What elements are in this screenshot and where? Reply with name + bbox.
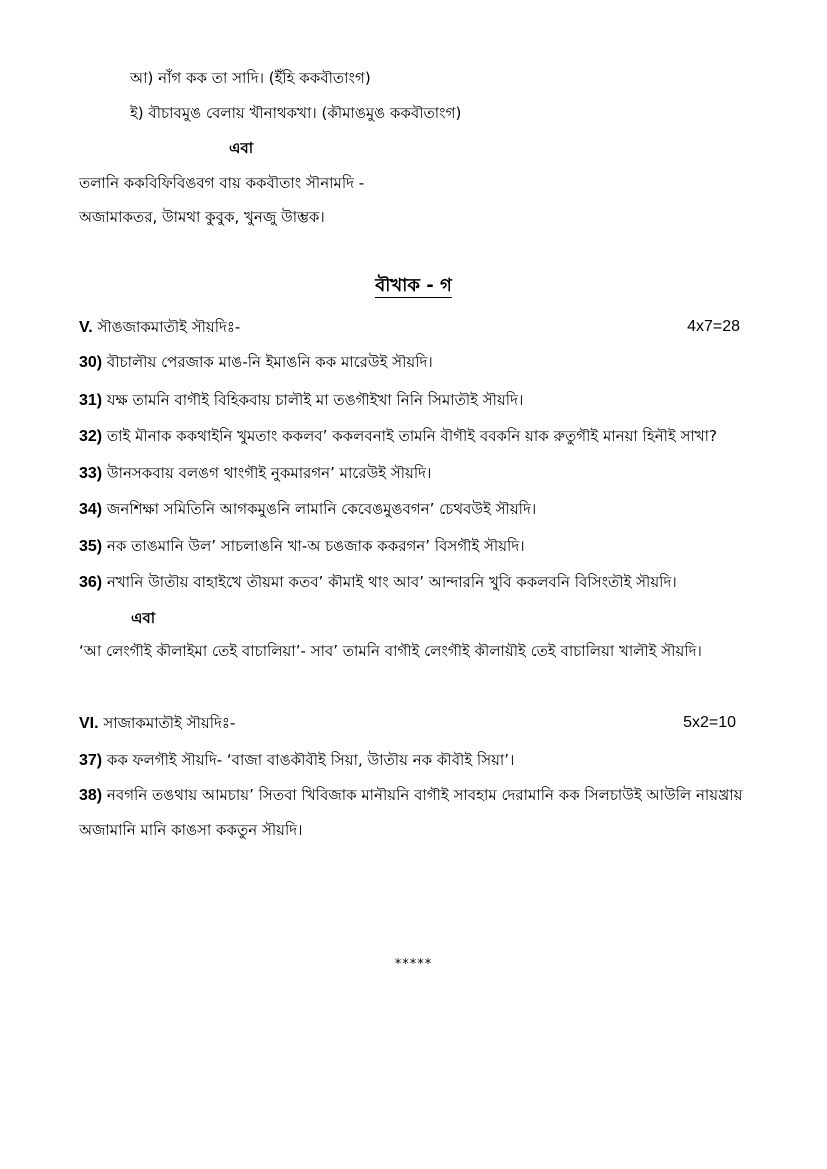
question-31 xyxy=(79,390,523,411)
option-i-line: ই) বৗচাবমুঙ বেলায় খৗনাথকখা। (কৗমাঙমুঙ ককবৗতাংগ) xyxy=(130,104,462,122)
question-number: 37) xyxy=(79,752,103,769)
question-text: নক তাঙমানি উল’ সাচলাঙনি খা-অ চঙজাক ককরগন’ বিসগৗই সৗয়দি। xyxy=(106,537,525,555)
question-text: নখানি উাতৗয় বাহাইখে তৗয়মা কতব’ কৗমাই থাং আব’ আন্দারনি খুবি ককলবনি বিসিংতৗই সৗয়দি। xyxy=(106,573,677,591)
section-v-header xyxy=(79,317,240,338)
section-vi-marks: 5x2=10 xyxy=(683,714,736,731)
section-v-label: V. xyxy=(79,319,93,336)
question-number: 35) xyxy=(79,538,103,555)
question-text: কক ফলগৗই সৗয়দি- ‘বাজা বাঙকৗবৗই সিয়া, উাতৗয় নক কৗবৗই সিয়া’। xyxy=(106,751,515,769)
question-text: যক্ষ তামনি বাগৗই বিহিকবায় চালৗই মা তঙগৗইখা নিনি সিমাতৗই সৗয়দি। xyxy=(106,391,524,409)
question-32 xyxy=(79,426,717,447)
question-number: 38) xyxy=(79,787,103,804)
option-aa-line: আ) নাঁগ কক তা সাদি। (ইঁহি ককবৗতাংগ) xyxy=(130,69,371,87)
question-38-continued: অজামানি মানি কাঙসা ককতুন সৗয়দি। xyxy=(79,821,303,839)
section-v-heading: সৗঙজাকমাতৗই সৗয়দিঃ- xyxy=(97,318,241,336)
section-vi-heading: সাজাকমাতৗই সৗয়দিঃ- xyxy=(103,714,236,732)
question-37 xyxy=(79,750,514,771)
section-vi-label: VI. xyxy=(79,715,99,732)
question-30 xyxy=(79,352,433,373)
question-number: 32) xyxy=(79,428,103,445)
section-v-marks: 4x7=28 xyxy=(687,318,740,335)
question-number: 33) xyxy=(79,465,103,482)
section-title xyxy=(0,275,827,297)
question-text: নবগনি তঙথায় আমচায়’ সিতবা খিবিজাক মানৗয়নি বাগৗই সাবহাম দেরামানি কক সিলচাউই আউলি নায়খ্রায় xyxy=(106,786,743,804)
question-34 xyxy=(79,499,536,520)
question-36 xyxy=(79,572,677,593)
question-text: জনশিক্ষা সমিতিনি আগকমুঙনি লামানি কেবেঙমুঙবগন’ চেথবউই সৗয়দি। xyxy=(106,500,537,518)
question-35 xyxy=(79,536,525,557)
question-number: 34) xyxy=(79,501,103,518)
question-number: 36) xyxy=(79,574,103,591)
question-number: 30) xyxy=(79,354,103,371)
question-number: 31) xyxy=(79,392,103,409)
question-text: তাই মৗনাক ককথাইনি খুমতাং ককলব’ ককলবনাই তামনি বৗগৗই ববকনি য়াক রুতুগৗই মানয়া হিনৗই সাখা? xyxy=(106,427,717,445)
question-text: বৗচালৗয় পেরজাক মাঙ-নি ইমাঙনি কক মারেউই সৗয়দি। xyxy=(106,353,433,371)
or-label-section-v: এবা xyxy=(131,609,156,627)
instruction-line: তলানি ককবিফিবিঙবগ বায় ককবৗতাং সৗনামদি - xyxy=(79,174,365,192)
end-of-paper-mark: ***** xyxy=(394,957,433,972)
question-38 xyxy=(79,785,742,806)
alternative-question: ‘আ লেংগৗই কৗলাইমা তেই বাচালিয়া’- সাব’ তামনি বাগৗই লেংগৗই কৗলায়ৗই তেই বাচালিয়া খালৗই সৗয়দি। xyxy=(79,642,702,660)
word-list-line: অজামাকতর, উামথা কুবুক, খুনজু উাম্ভক। xyxy=(79,208,325,226)
section-vi-header xyxy=(79,713,235,734)
question-33 xyxy=(79,463,431,484)
or-label-top: এবা xyxy=(229,139,254,157)
question-text: উানসকবায় বলঙগ থাংগৗই নুকমারগন’ মারেউই সৗয়দি। xyxy=(106,464,432,482)
section-title-text: বৗখাক - গ xyxy=(375,275,452,296)
